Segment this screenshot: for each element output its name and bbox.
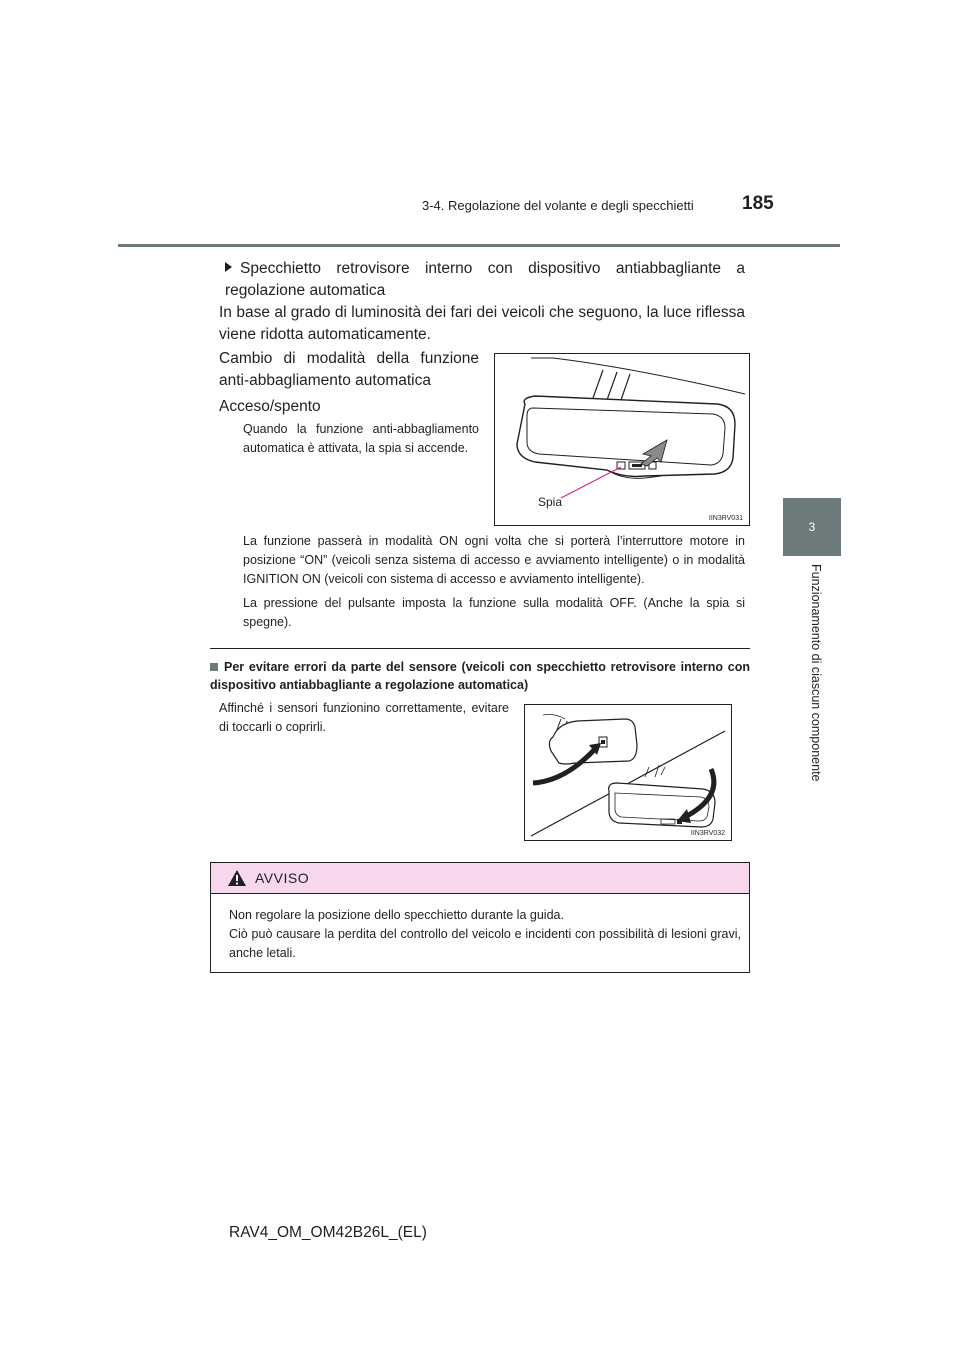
sensor-note: Affinché i sensori funzionino correttamente, evitare di toccarli o coprirli. (219, 701, 509, 734)
triangle-bullet-icon (225, 262, 232, 272)
section-title: 3-4. Regolazione del volante e degli specchietti (422, 198, 694, 213)
warning-header (211, 863, 749, 894)
chapter-tab-label (783, 560, 841, 800)
intro-paragraph: In base al grado di luminosità dei fari dei veicoli che seguono, la luce riflessa viene ridotta automaticamente. (219, 304, 745, 343)
figure-code: IIN3RV031 (708, 515, 743, 522)
warning-text (229, 906, 741, 963)
warning-title: AVVISO (255, 870, 310, 886)
page-number: 185 (742, 193, 774, 214)
section-separator (210, 648, 750, 649)
mode-change-heading: Cambio di modalità della funzione anti-abbagliamento automatica (219, 350, 479, 389)
chapter-tab-number: 3 (783, 498, 841, 556)
warning-line-2: Ciò può causare la perdita del controllo del veicolo e incidenti con possibilità di lesioni gravi, anche letali. (229, 927, 741, 960)
sensor-section-heading-text: Per evitare errori da parte del sensore (veicoli con specchietto retrovisore interno con dispositivo antiabbagliante a regolazione automatica) (210, 660, 750, 692)
figure-code-2: IIN3RV032 (690, 830, 725, 837)
indicator-note: Quando la funzione anti-abbagliamento automatica è attivata, la spia si accende. (243, 422, 479, 455)
square-bullet-icon (210, 663, 218, 671)
on-off-label: Acceso/spento (219, 398, 321, 415)
warning-line-1: Non regolare la posizione dello specchietto durante la guida. (229, 908, 564, 922)
mode-off-paragraph: La pressione del pulsante imposta la funzione sulla modalità OFF. (Anche la spia si spegne). (243, 596, 745, 629)
mirror-illustration (495, 354, 749, 525)
bullet-heading-text: Specchietto retrovisore interno con dispositivo antiabbagliante a regolazione automatica (225, 260, 745, 299)
indicator-leader-line (561, 467, 621, 498)
header-rule (118, 244, 840, 247)
bullet-heading (225, 258, 745, 302)
mirror-figure (494, 353, 750, 526)
mode-on-paragraph: La funzione passerà in modalità ON ogni volta che si porterà l’interruttore motore in posizione “ON” (veicoli senza sistema di accesso e avviamento intelligente) o in modalità IGNITION ON (veicoli con sistema di accesso e avviamento intelligente). (243, 534, 745, 586)
sensor-illustration (525, 705, 731, 840)
sensor-figure (524, 704, 732, 841)
document-code: RAV4_OM_OM42B26L_(EL) (229, 1224, 427, 1241)
warning-box (210, 862, 750, 973)
warning-triangle-icon (227, 869, 247, 887)
chapter-title: Funzionamento di ciascun componente (809, 564, 823, 782)
indicator-label: Spia (538, 495, 563, 509)
sensor-section-heading (210, 658, 750, 694)
